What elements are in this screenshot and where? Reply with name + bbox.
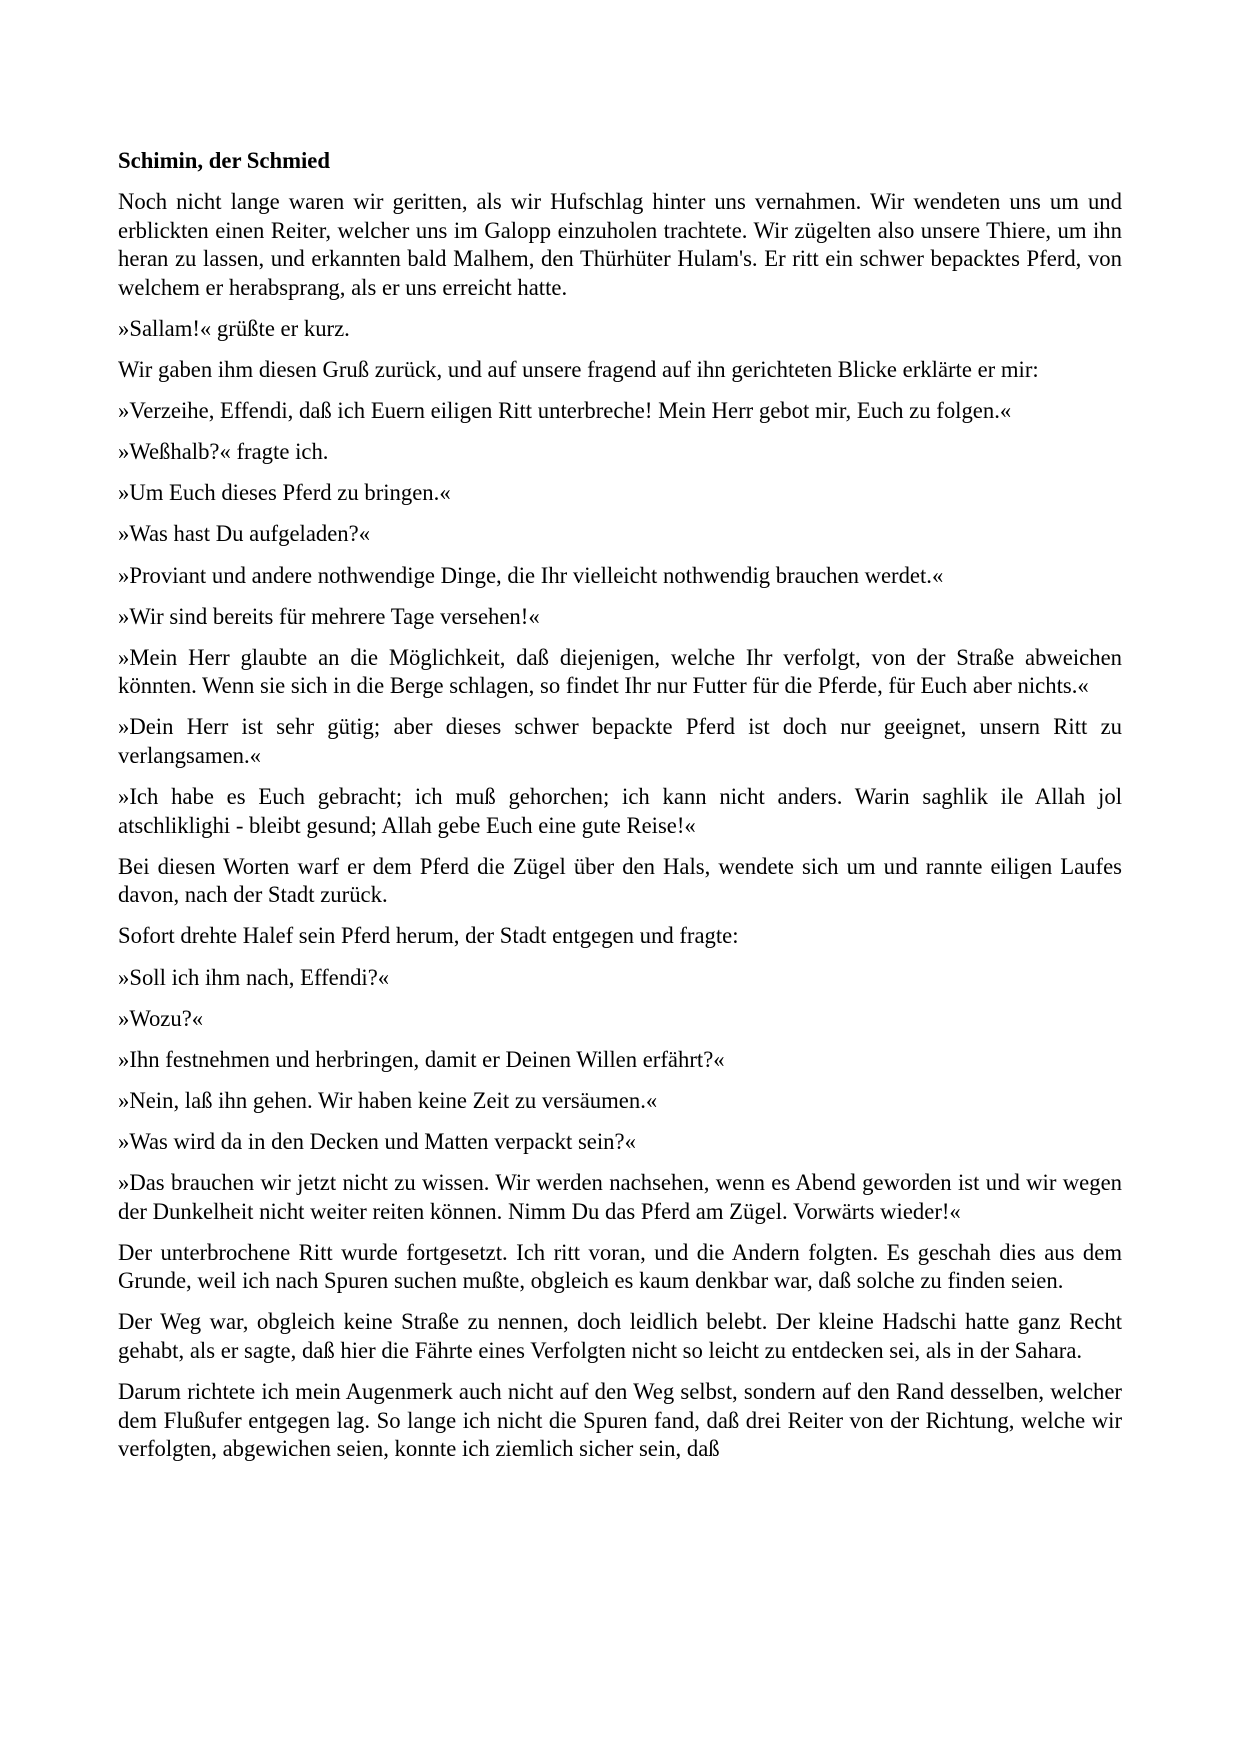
chapter-title: Schimin, der Schmied <box>118 148 330 173</box>
paragraph: »Was hast Du aufgeladen?« <box>118 521 371 547</box>
paragraph: »Mein Herr glaubte an die Möglichkeit, daß diejenigen, welche Ihr verfolgt, von der Straße abweichen könnten. Wenn sie sich in die Berge schlagen, so findet Ihr nur Futter für die Pferde, für Euch aber nichts.« <box>118 644 1122 699</box>
paragraph: Der unterbrochene Ritt wurde fortgesetzt. Ich ritt voran, und die Andern folgten. Es geschah dies aus dem Grunde, weil ich nach Spuren suchen mußte, obgleich es kaum denkbar war, daß solche zu finden seien. <box>118 1239 1122 1294</box>
paragraph: Der Weg war, obgleich keine Straße zu nennen, doch leidlich belebt. Der kleine Hadschi hatte ganz Recht gehabt, als er sagte, daß hier die Fährte eines Verfolgten nicht so leicht zu entdecken sei, als in der Sahara. <box>118 1309 1122 1363</box>
paragraph: »Ihn festnehmen und herbringen, damit er Deinen Willen erfährt?« <box>118 1046 725 1072</box>
paragraph: »Um Euch dieses Pferd zu bringen.« <box>118 480 451 506</box>
paragraph: »Ich habe es Euch gebracht; ich muß gehorchen; ich kann nicht anders. Warin saghlik ile Allah jol atschliklighi - bleibt gesund; Allah gebe Euch eine gute Reise!« <box>118 784 1122 838</box>
document-page <box>118 147 1122 1476</box>
paragraph: Bei diesen Worten warf er dem Pferd die Zügel über den Hals, wendete sich um und rannte eiligen Laufes davon, nach der Stadt zurück. <box>118 853 1122 908</box>
paragraph: »Proviant und andere nothwendige Dinge, die Ihr vielleicht nothwendig brauchen werdet.« <box>118 562 944 588</box>
paragraph: »Sallam!« grüßte er kurz. <box>118 315 350 341</box>
paragraph: »Soll ich ihm nach, Effendi?« <box>118 964 390 990</box>
paragraph: Wir gaben ihm diesen Gruß zurück, und auf unsere fragend auf ihn gerichteten Blicke erklärte er mir: <box>118 357 1039 383</box>
paragraph: »Dein Herr ist sehr gütig; aber dieses schwer bepackte Pferd ist doch nur geeignet, unsern Ritt zu verlangsamen.« <box>118 714 1122 768</box>
paragraph: Sofort drehte Halef sein Pferd herum, der Stadt entgegen und fragte: <box>118 923 739 949</box>
paragraph: »Das brauchen wir jetzt nicht zu wissen. Wir werden nachsehen, wenn es Abend geworden ist und wir wegen der Dunkelheit nicht weiter reiten können. Nimm Du das Pferd am Zügel. Vorwärts wieder!« <box>118 1170 1122 1224</box>
paragraph: »Was wird da in den Decken und Matten verpackt sein?« <box>118 1128 636 1154</box>
paragraph: »Wozu?« <box>118 1005 204 1031</box>
paragraph: Noch nicht lange waren wir geritten, als wir Hufschlag hinter uns vernahmen. Wir wendeten uns um und erblickten einen Reiter, welcher uns im Galopp einzuholen trachtete. Wir zügelten also unsere Thiere, um ihn heran zu lassen, und erkannten bald Malhem, den Thürhüter Hulam's. Er ritt ein schwer bepacktes Pferd, von welchem er herabsprang, als er uns erreicht hatte. <box>118 189 1122 300</box>
paragraph: »Verzeihe, Effendi, daß ich Euern eiligen Ritt unterbreche! Mein Herr gebot mir, Euch zu folgen.« <box>118 398 1012 424</box>
paragraph: Darum richtete ich mein Augenmerk auch nicht auf den Weg selbst, sondern auf den Rand desselben, welcher dem Flußufer entgegen lag. So lange ich nicht die Spuren fand, daß drei Reiter von der Richtung, welche wir verfolgten, abgewichen seien, konnte ich ziemlich sicher sein, daß <box>118 1379 1122 1462</box>
paragraph: »Wir sind bereits für mehrere Tage versehen!« <box>118 603 540 629</box>
paragraph: »Weßhalb?« fragte ich. <box>118 439 329 465</box>
paragraph: »Nein, laß ihn gehen. Wir haben keine Zeit zu versäumen.« <box>118 1087 658 1113</box>
